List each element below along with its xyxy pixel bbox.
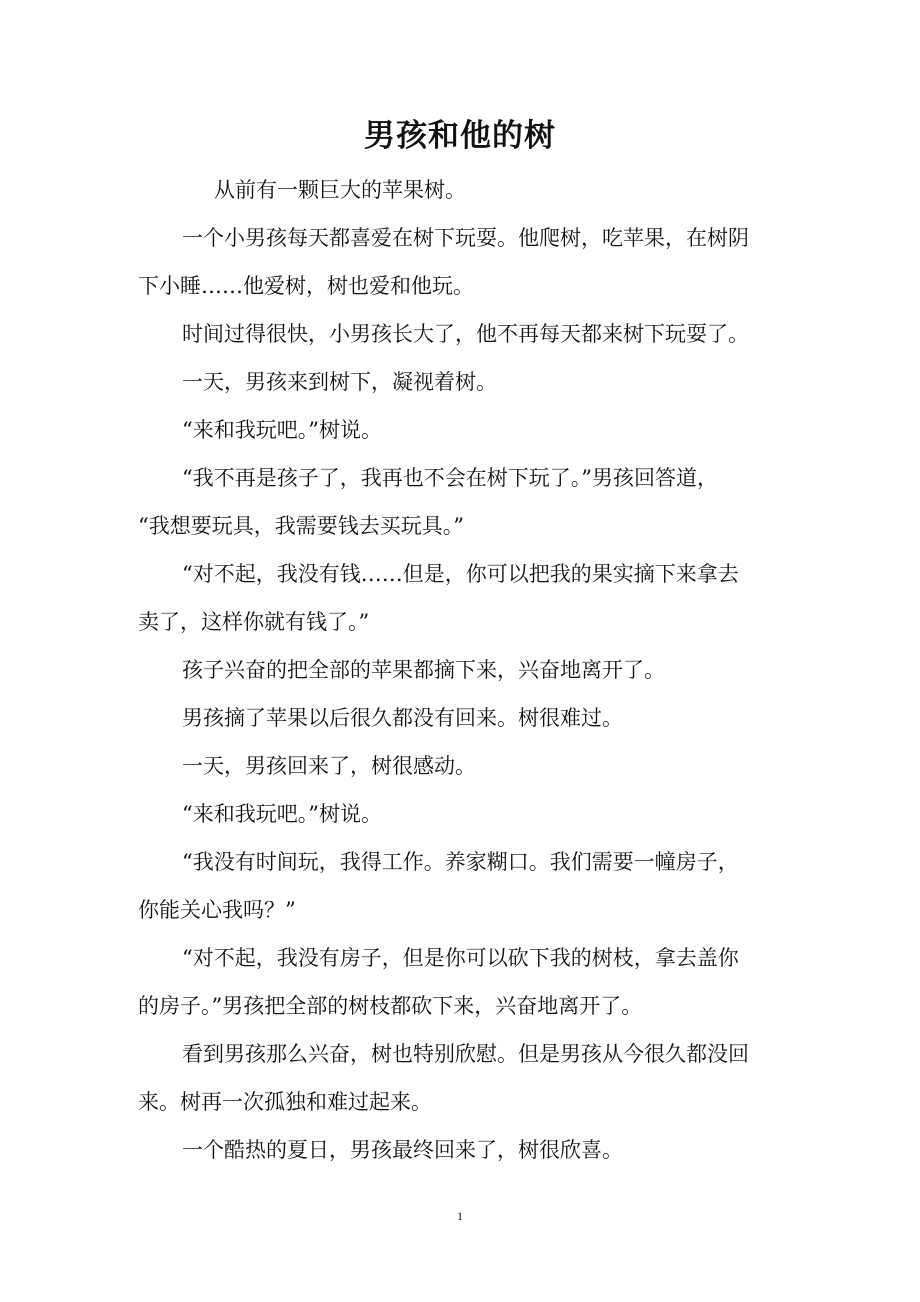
text-line: 卖了，这样你就有钱了。”	[138, 610, 370, 634]
text-line: 一个小男孩每天都喜爱在树下玩耍。他爬树，吃苹果，在树阴	[182, 226, 749, 250]
text-line: 孩子兴奋的把全部的苹果都摘下来，兴奋地离开了。	[182, 658, 665, 682]
text-line: 一天，男孩回来了，树很感动。	[182, 754, 476, 778]
text-line: 你能关心我吗？”	[138, 898, 296, 922]
text-line: 看到男孩那么兴奋，树也特别欣慰。但是男孩从今很久都没回	[182, 1042, 749, 1066]
text-line: “来和我玩吧。”树说。	[182, 418, 382, 442]
text-line: “来和我玩吧。”树说。	[182, 802, 382, 826]
text-line: “对不起，我没有房子，但是你可以砍下我的树枝，拿去盖你	[182, 946, 739, 970]
text-line: 一个酷热的夏日，男孩最终回来了，树很欣喜。	[182, 1138, 623, 1162]
text-line: 一天，男孩来到树下，凝视着树。	[182, 370, 497, 394]
text-line: “对不起，我没有钱……但是，你可以把我的果实摘下来拿去	[182, 562, 739, 586]
text-line: “我不再是孩子了，我再也不会在树下玩了。”男孩回答道，	[182, 466, 718, 490]
text-line: 来。树再一次孤独和难过起来。	[138, 1090, 432, 1114]
text-line: 从前有一颗巨大的苹果树。	[214, 178, 466, 202]
document-title: 男孩和他的树	[364, 118, 556, 154]
text-line: “我想要玩具，我需要钱去买玩具。”	[138, 514, 464, 538]
text-line: 下小睡……他爱树，树也爱和他玩。	[138, 274, 474, 298]
text-line: “我没有时间玩，我得工作。养家糊口。我们需要一幢房子，	[182, 850, 739, 874]
page-number: 1	[457, 1209, 463, 1223]
text-line: 男孩摘了苹果以后很久都没有回来。树很难过。	[182, 706, 623, 730]
text-line: 的房子。”男孩把全部的树枝都砍下来，兴奋地离开了。	[138, 994, 643, 1018]
text-line: 时间过得很快，小男孩长大了，他不再每天都来树下玩耍了。	[182, 322, 749, 346]
document-body	[138, 166, 778, 1174]
